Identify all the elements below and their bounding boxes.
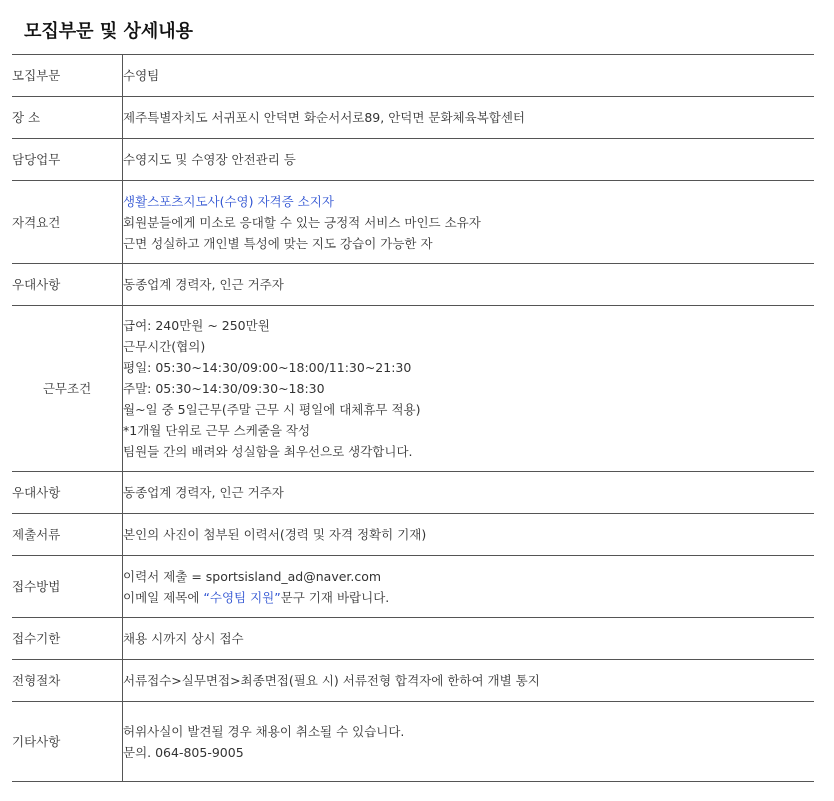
row-preference xyxy=(12,264,814,306)
page-title: 모집부문 및 상세내용 xyxy=(24,21,194,42)
qualification-line-diligence: 근면 성실하고 개인별 특성에 맞는 지도 강습이 가능한 자 xyxy=(123,235,433,251)
row-application-method xyxy=(12,556,814,618)
label-recruitment-field: 모집부문 xyxy=(12,55,123,97)
label-duties: 담당업무 xyxy=(12,139,123,181)
label-deadline: 접수기한 xyxy=(12,618,123,660)
row-selection-process xyxy=(12,660,814,702)
value-duties: 수영지도 및 수영장 안전관리 등 xyxy=(123,139,815,181)
condition-line-teamwork: 팀원들 간의 배려와 성실함을 최우선으로 생각합니다. xyxy=(123,444,413,459)
row-other xyxy=(12,702,814,782)
qualification-line-service: 회원분들에게 미소로 응대할 수 있는 긍정적 서비스 마인드 소유자 xyxy=(123,214,481,230)
label-preference-2: 우대사항 xyxy=(12,472,123,514)
value-other xyxy=(123,702,815,782)
qualification-line-certificate: 생활스포츠지도사(수영) 자격증 소지자 xyxy=(123,193,334,209)
condition-line-weekend: 주말: 05:30~14:30/09:30~18:30 xyxy=(123,381,325,396)
label-other: 기타사항 xyxy=(12,702,123,782)
other-line-notice: 허위사실이 발견될 경우 채용이 취소될 수 있습니다. xyxy=(123,723,405,739)
label-work-conditions: 근무조건 xyxy=(12,306,123,472)
value-deadline: 채용 시까지 상시 접수 xyxy=(123,618,815,660)
value-qualifications xyxy=(123,181,815,264)
row-documents xyxy=(12,514,814,556)
value-location: 제주특별자치도 서귀포시 안덕면 화순서서로89, 안덕면 문화체육복합센터 xyxy=(123,97,815,139)
condition-line-days: 월~일 중 5일근무(주말 근무 시 평일에 대체휴무 적용) xyxy=(123,402,421,417)
application-subject-line xyxy=(123,587,814,608)
row-deadline xyxy=(12,618,814,660)
condition-line-salary: 급여: 240만원 ~ 250만원 xyxy=(123,318,270,333)
condition-line-weekday: 평일: 05:30~14:30/09:00~18:00/11:30~21:30 xyxy=(123,360,412,375)
condition-line-hours: 근무시간(협의) xyxy=(123,339,206,354)
value-documents: 본인의 사진이 첨부된 이력서(경력 및 자격 정확히 기재) xyxy=(123,514,815,556)
label-preference: 우대사항 xyxy=(12,264,123,306)
subject-suffix: 문구 기재 바랍니다. xyxy=(280,589,390,605)
subject-highlight: “수영팀 지원” xyxy=(203,589,281,605)
row-work-conditions xyxy=(12,306,814,472)
value-preference: 동종업계 경력자, 인근 거주자 xyxy=(123,264,815,306)
label-qualifications: 자격요건 xyxy=(12,181,123,264)
subject-prefix: 이메일 제목에 xyxy=(123,589,204,605)
value-work-conditions xyxy=(123,306,815,472)
condition-line-schedule: *1개월 단위로 근무 스케줄을 작성 xyxy=(123,423,311,438)
label-application-method: 접수방법 xyxy=(12,556,123,618)
value-application-method xyxy=(123,556,815,618)
label-documents: 제출서류 xyxy=(12,514,123,556)
other-line-contact: 문의. 064-805-9005 xyxy=(123,744,244,760)
label-location: 장 소 xyxy=(12,97,123,139)
row-recruitment-field xyxy=(12,55,814,97)
row-location xyxy=(12,97,814,139)
value-selection-process: 서류접수>실무면접>최종면접(필요 시) 서류전형 합격자에 한하여 개별 통지 xyxy=(123,660,815,702)
application-email-line: 이력서 제출 = sportsisland_ad@naver.com xyxy=(123,568,382,584)
row-qualifications xyxy=(12,181,814,264)
row-preference-2 xyxy=(12,472,814,514)
label-selection-process: 전형절차 xyxy=(12,660,123,702)
row-duties xyxy=(12,139,814,181)
details-table xyxy=(12,54,814,782)
value-recruitment-field: 수영팀 xyxy=(123,55,815,97)
value-preference-2: 동종업계 경력자, 인근 거주자 xyxy=(123,472,815,514)
